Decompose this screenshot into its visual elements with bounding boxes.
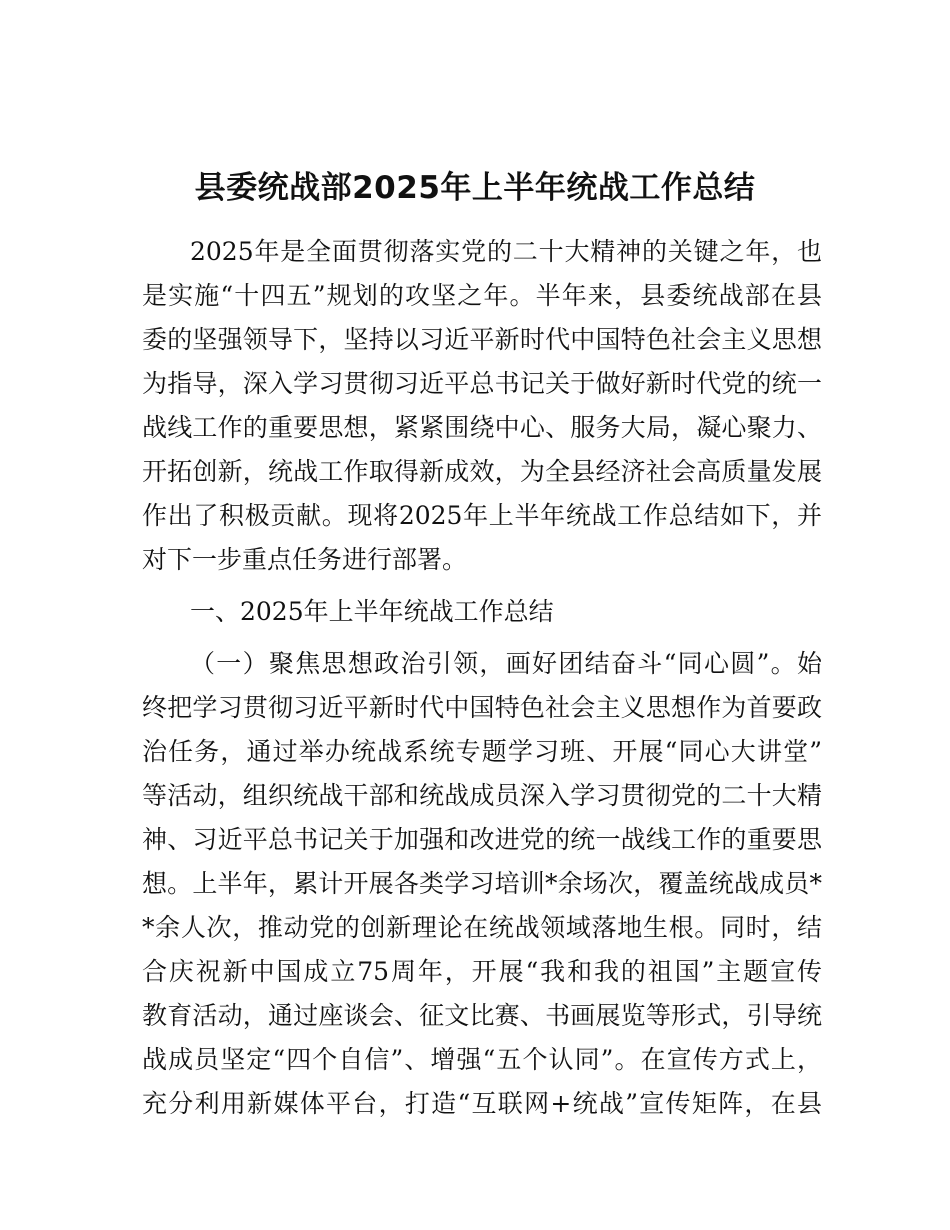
intro-line-8: 对下一步重点任务进行部署。 — [142, 545, 468, 574]
subsection-line-4: 等活动，组织统战干部和统战成员深入学习贯彻党的二十大精 — [142, 781, 822, 810]
intro-line-1: 2025年是全面贯彻落实党的二十大精神的关键之年，也 — [190, 237, 822, 266]
intro-line-7: 作出了积极贡献。现将2025年上半年统战工作总结如下，并 — [142, 501, 822, 530]
subsection-line-1: （一）聚焦思想政治引领，画好团结奋斗“同心圆”。始 — [190, 649, 822, 678]
subsection-line-5: 神、习近平总书记关于加强和改进党的统一战线工作的重要思 — [142, 825, 822, 854]
subsection-line-9: 教育活动，通过座谈会、征文比赛、书画展览等形式，引导统 — [142, 1001, 822, 1030]
intro-line-2: 是实施“十四五”规划的攻坚之年。半年来，县委统战部在县 — [142, 281, 822, 310]
subsection-line-11: 充分利用新媒体平台，打造“互联网+统战”宣传矩阵，在县 — [142, 1089, 822, 1118]
subsection-line-3: 治任务，通过举办统战系统专题学习班、开展“同心大讲堂” — [142, 737, 822, 766]
subsection-line-8: 合庆祝新中国成立75周年，开展“我和我的祖国”主题宣传 — [142, 957, 822, 986]
subsection-line-6: 想。上半年，累计开展各类学习培训*余场次，覆盖统战成员* — [142, 869, 822, 898]
subsection-line-7: *余人次，推动党的创新理论在统战领域落地生根。同时，结 — [142, 913, 822, 942]
section-heading: 一、2025年上半年统战工作总结 — [190, 597, 554, 626]
intro-line-4: 为指导，深入学习贯彻习近平总书记关于做好新时代党的统一 — [142, 369, 822, 398]
subsection-line-10: 战成员坚定“四个自信”、增强“五个认同”。在宣传方式上， — [142, 1045, 822, 1074]
subsection-line-2: 终把学习贯彻习近平新时代中国特色社会主义思想作为首要政 — [142, 693, 822, 722]
intro-line-6: 开拓创新，统战工作取得新成效，为全县经济社会高质量发展 — [142, 457, 822, 486]
document-title: 县委统战部2025年上半年统战工作总结 — [194, 170, 756, 206]
intro-line-3: 委的坚强领导下，坚持以习近平新时代中国特色社会主义思想 — [142, 325, 822, 354]
intro-line-5: 战线工作的重要思想，紧紧围绕中心、服务大局，凝心聚力、 — [142, 413, 822, 442]
